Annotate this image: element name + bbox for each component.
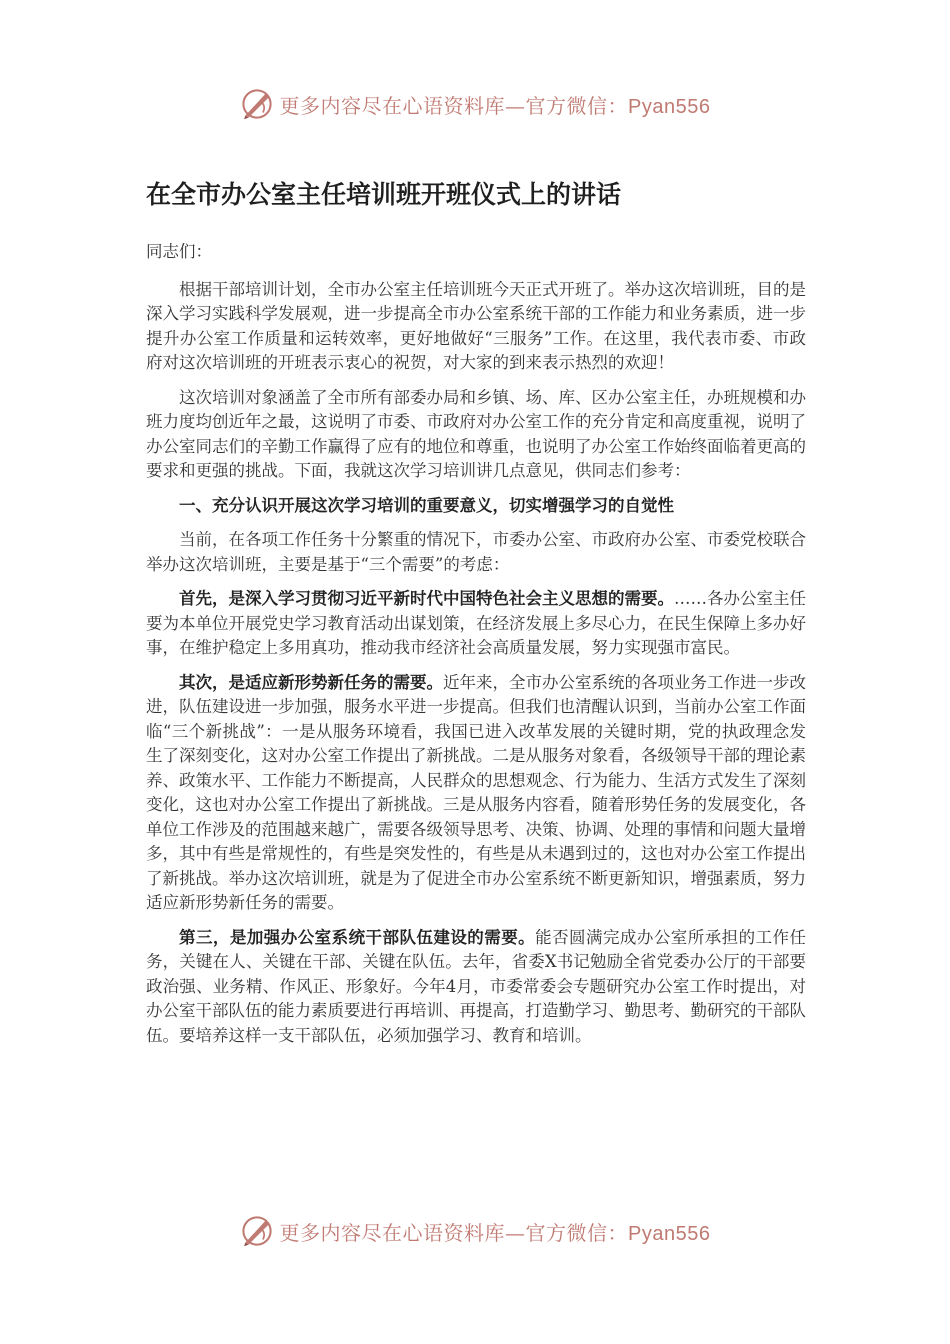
paragraph-6-lead: 第三，是加强办公室系统干部队伍建设的需要。 [179,927,536,947]
paragraph-4-body: ……各办公室主任要为本单位开展党史学习教育活动出谋划策，在经济发展上多尽心力，在民生保障上多办好事，在维护稳定上多用真功，推动我市经济社会高质量发展，努力实现强市富民。 [146,589,806,657]
paragraph-2: 这次培训对象涵盖了全市所有部委办局和乡镇、场、库、区办公室主任，办班规模和办班力度均创近年之最，这说明了市委、市政府对办公室工作的充分肯定和高度重视，说明了办公室同志们的辛勤工作赢得了应有的地位和尊重，也说明了办公室工作始终面临着更高的要求和更强的挑战。下面，我就这次学习培训讲几点意见，供同志们参考： [146,387,806,480]
paragraph-1: 根据干部培训计划，全市办公室主任培训班今天正式开班了。举办这次培训班，目的是深入学习实践科学发展观，进一步提高全市办公室系统干部的工作能力和业务素质，进一步提升办公室工作质量和运转效率，更好地做好“三服务”工作。在这里，我代表市委、市政府对这次培训班的开班表示衷心的祝贺，对大家的到来表示热烈的欢迎！ [146,279,806,372]
wechat-id: Pyan556 [628,95,711,118]
footer-banner [0,1211,950,1251]
header-banner [0,84,950,124]
wechat-id: Pyan556 [628,1222,711,1245]
paragraph-3: 当前，在各项工作任务十分繁重的情况下，市委办公室、市政府办公室、市委党校联合举办这次培训班，主要是基于“三个需要”的考虑： [146,530,806,574]
pen-logo-icon [240,87,274,121]
banner-text: 更多内容尽在心语资料库—官方微信：Pyan556 [279,93,711,118]
paragraph-4-lead: 首先，是深入学习贯彻习近平新时代中国特色社会主义思想的需要。 [179,589,674,608]
section-heading-1: 一、充分认识开展这次学习培训的重要意义，切实增强学习的自觉性 [179,495,674,515]
paragraph-5-body: 近年来，全市办公室系统的各项业务工作进一步改进，队伍建设进一步加强，服务水平进一步提高。但我们也清醒认识到，当前办公室工作面临“三个新挑战”：一是从服务环境看，我国已进入改革发展的关键时期，党的执政理念发生了深刻变化，这对办公室工作提出了新挑战。二是从服务对象看，各级领导干部的理论素养、政策水平、工作能力不断提高，人民群众的思想观念、行为能力、生活方式发生了深刻变化，这也对办公室工作提出了新挑战。三是从服务内容看，随着形势任务的发展变化，各单位工作涉及的范围越来越广，需要各级领导思考、决策、协调、处理的事情和问题大量增多，其中有些是常规性的，有些是突发性的，有些是从未遇到过的，这也对办公室工作提出了新挑战。举办这次培训班，就是为了促进全市办公室系统不断更新知识，增强素质，努力适应新形势新任务的需要。 [146,672,806,912]
paragraph-5-lead: 其次，是适应新形势新任务的需要。 [179,672,443,692]
paragraph-6 [146,926,806,1049]
pen-logo-icon [240,1214,274,1248]
page-title: 在全市办公室主任培训班开班仪式上的讲话 [146,180,622,209]
document-body [146,174,806,1058]
paragraph-4 [146,587,806,661]
salutation: 同志们： [146,242,212,261]
paragraph-6-body: 能否圆满完成办公室所承担的工作任务，关键在人、关键在干部、关键在队伍。去年，省委X书记勉励全省党委办公厅的干部要政治强、业务精、作风正、形象好。今年4月，市委常委会专题研究办公室工作时提出，对办公室干部队伍的能力素质要进行再培训、再提高，打造勤学习、勤思考、勤研究的干部队伍。要培养这样一支干部队伍，必须加强学习、教育和培训。 [146,927,807,1045]
paragraph-5 [146,671,806,916]
banner-text: 更多内容尽在心语资料库—官方微信：Pyan556 [279,1220,711,1245]
